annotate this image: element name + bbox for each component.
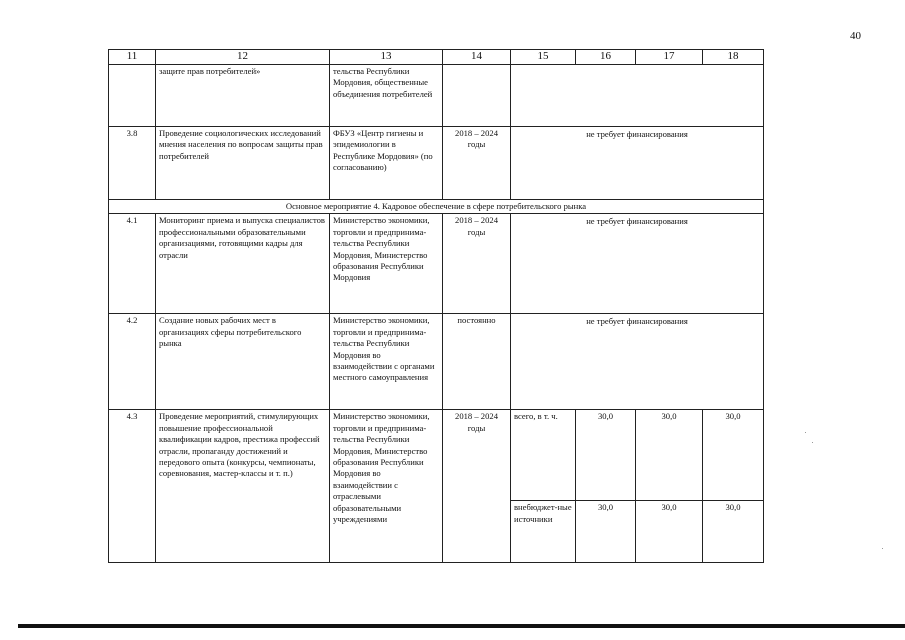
scan-speck bbox=[805, 432, 806, 433]
header-cell: 11 bbox=[109, 50, 156, 65]
section-title: Основное мероприятие 4. Кадровое обеспечение в сфере потребительского рынка bbox=[109, 200, 764, 214]
funding-source: внебюджет-ные источники bbox=[511, 501, 576, 563]
funding-value: 30,0 bbox=[703, 410, 764, 501]
header-cell: 17 bbox=[636, 50, 703, 65]
executor: Министерство экономики, торговли и предпринима-тельства Республики Мордовия, Министерство образования Республики Мордовия bbox=[330, 214, 443, 314]
program-table bbox=[108, 49, 764, 563]
header-cell: 14 bbox=[443, 50, 511, 65]
funding-value: 30,0 bbox=[636, 501, 703, 563]
funding-value: 30,0 bbox=[576, 501, 636, 563]
executor: ФБУЗ «Центр гигиены и эпидемиологии в Республике Мордовия» (по согласованию) bbox=[330, 127, 443, 200]
row-number: 3.8 bbox=[109, 127, 156, 200]
term: 2018 – 2024 годы bbox=[443, 127, 511, 200]
term: 2018 – 2024 годы bbox=[443, 410, 511, 563]
funding-value: 30,0 bbox=[576, 410, 636, 501]
funding-note: не требует финансирования bbox=[511, 314, 764, 410]
funding-source: всего, в т. ч. bbox=[511, 410, 576, 501]
section-row bbox=[109, 200, 764, 214]
scan-speck bbox=[812, 442, 813, 443]
row-number: 4.2 bbox=[109, 314, 156, 410]
activity-name: Проведение мероприятий, стимулирующих повышение профессиональной квалификации кадров, престижа профессий отрасли, пропаганду достижений и передового опыта (конкурсы, чемпионаты, соревнования, мастер-классы и т. п.) bbox=[156, 410, 330, 563]
table-row bbox=[109, 410, 764, 501]
executor: тельства Республики Мордовия, общественные объединения потребителей bbox=[330, 65, 443, 127]
activity-name: защите прав потребителей» bbox=[156, 65, 330, 127]
scan-border-bar bbox=[18, 624, 905, 628]
table-row bbox=[109, 65, 764, 127]
header-cell: 18 bbox=[703, 50, 764, 65]
header-cell: 12 bbox=[156, 50, 330, 65]
funding-value: 30,0 bbox=[703, 501, 764, 563]
row-number: 4.1 bbox=[109, 214, 156, 314]
executor: Министерство экономики, торговли и предпринима-тельства Республики Мордовия во взаимодействии с органами местного самоуправления bbox=[330, 314, 443, 410]
header-cell: 15 bbox=[511, 50, 576, 65]
funding-note: не требует финансирования bbox=[511, 214, 764, 314]
funding-note: не требует финансирования bbox=[511, 127, 764, 200]
term: постоянно bbox=[443, 314, 511, 410]
header-cell: 16 bbox=[576, 50, 636, 65]
activity-name: Проведение социологических исследований мнения населения по вопросам защиты прав потребителей bbox=[156, 127, 330, 200]
page-number: 40 bbox=[850, 30, 861, 42]
term: 2018 – 2024 годы bbox=[443, 214, 511, 314]
funding-value: 30,0 bbox=[636, 410, 703, 501]
row-number: 4.3 bbox=[109, 410, 156, 563]
activity-name: Мониторинг приема и выпуска специалистов профессиональными образовательными организациями, готовящими кадры для отрасли bbox=[156, 214, 330, 314]
activity-name: Создание новых рабочих мест в организациях сферы потребительского рынка bbox=[156, 314, 330, 410]
table-row bbox=[109, 214, 764, 314]
scan-speck bbox=[882, 548, 883, 549]
executor: Министерство экономики, торговли и предпринима-тельства Республики Мордовия, Министерство образования Республики Мордовия во взаимодействии с отраслевыми образовательными учреждениями bbox=[330, 410, 443, 563]
table-header-row bbox=[109, 50, 764, 65]
header-cell: 13 bbox=[330, 50, 443, 65]
table-row bbox=[109, 127, 764, 200]
table-row bbox=[109, 314, 764, 410]
